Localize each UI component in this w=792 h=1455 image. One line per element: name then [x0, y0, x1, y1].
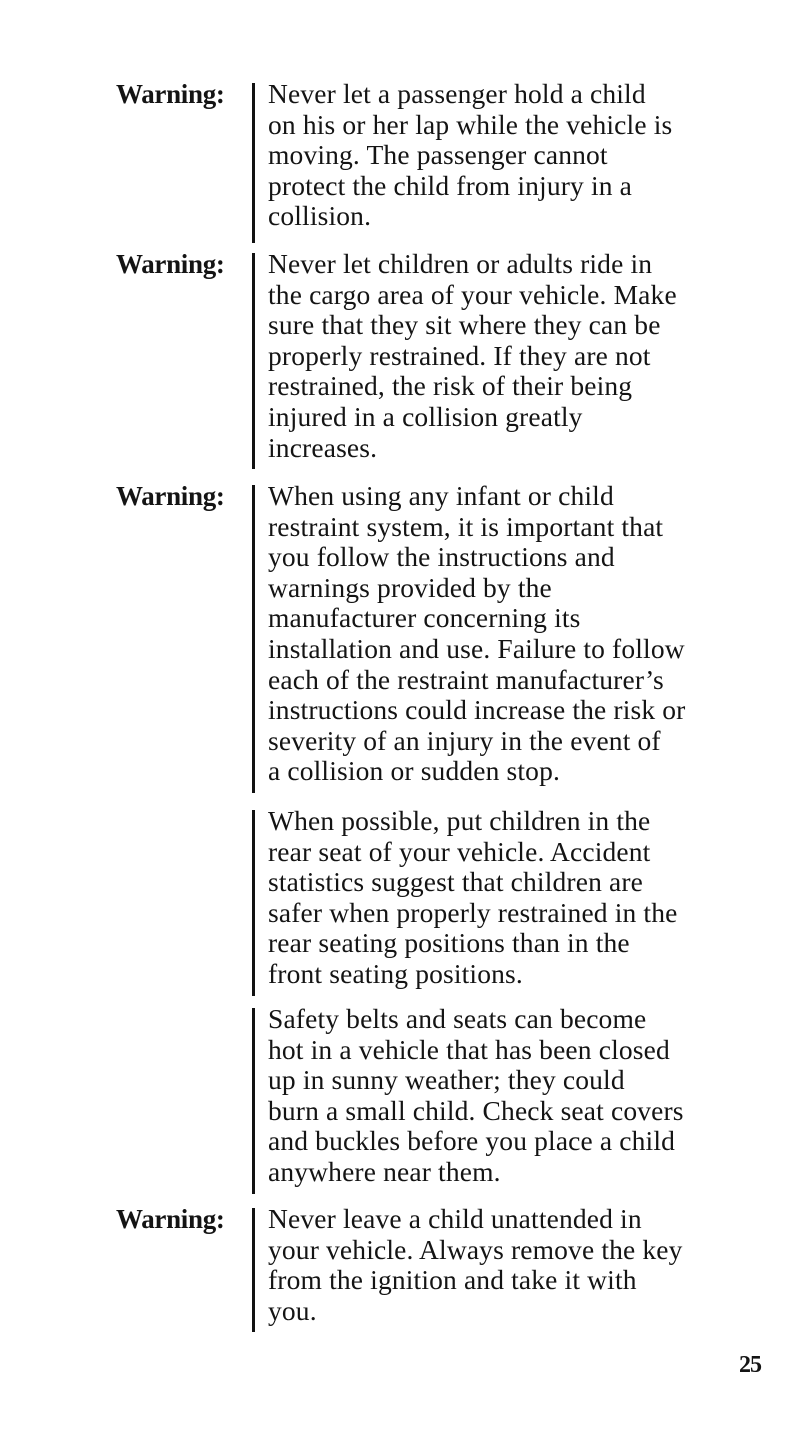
vertical-rule: [252, 83, 255, 243]
warning-label: Warning:: [116, 481, 225, 511]
text-line: you follow the instructions and: [268, 541, 615, 573]
text-line: restrained, the risk of their being: [268, 370, 633, 402]
paragraph: [268, 249, 778, 463]
text-line: a collision or sudden stop.: [268, 755, 561, 787]
warning-label: Warning:: [116, 79, 225, 109]
text-line: Never let children or adults ride in: [268, 248, 653, 279]
text-line: on his or her lap while the vehicle is: [268, 108, 673, 140]
text-line: sure that they sit where they can be: [268, 309, 661, 341]
text-line: the cargo area of your vehicle. Make: [268, 278, 677, 310]
paragraph: [268, 481, 778, 787]
vertical-rule: [252, 810, 255, 996]
text-line: injured in a collision greatly: [268, 400, 583, 432]
vertical-rule: [252, 253, 255, 469]
text-line: rear seating positions than in the: [268, 927, 630, 959]
page-number: 25: [739, 1352, 761, 1378]
text-line: up in sunny weather; they could: [268, 1064, 625, 1096]
paragraph: [268, 1004, 778, 1188]
vertical-rule: [252, 485, 255, 793]
text-line: increases.: [268, 431, 378, 463]
text-line: manufacturer concerning its: [268, 602, 581, 634]
text-line: safer when properly restrained in the: [268, 896, 678, 928]
vertical-rule: [252, 1208, 255, 1332]
paragraph: [268, 806, 778, 990]
text-line: instructions could increase the risk or: [268, 694, 686, 726]
warning-label: Warning:: [116, 1204, 225, 1234]
text-line: severity of an injury in the event of: [268, 724, 661, 756]
vertical-rule: [252, 1008, 255, 1194]
text-line: front seating positions.: [268, 957, 523, 989]
text-line: warnings provided by the: [268, 571, 552, 603]
text-line: and buckles before you place a child: [268, 1125, 676, 1157]
text-line: When using any infant or child: [268, 480, 614, 511]
text-line: protect the child from injury in a: [268, 169, 633, 201]
text-line: statistics suggest that children are: [268, 866, 644, 898]
text-line: restraint system, it is important that: [268, 510, 664, 542]
text-line: Never let a passenger hold a child: [268, 78, 646, 109]
text-line: When possible, put children in the: [268, 805, 651, 836]
text-line: moving. The passenger cannot: [268, 139, 608, 171]
text-line: rear seat of your vehicle. Accident: [268, 835, 651, 867]
warning-label: Warning:: [116, 249, 225, 279]
text-line: burn a small child. Check seat covers: [268, 1094, 684, 1126]
text-line: hot in a vehicle that has been closed: [268, 1033, 670, 1065]
text-line: Safety belts and seats can become: [268, 1003, 647, 1034]
paragraph: [268, 79, 778, 232]
text-line: Never leave a child unattended in: [268, 1203, 642, 1234]
text-line: installation and use. Failure to follow: [268, 632, 685, 664]
text-line: you.: [268, 1294, 317, 1326]
paragraph: [268, 1204, 778, 1326]
text-line: each of the restraint manufacturer’s: [268, 663, 664, 695]
text-line: from the ignition and take it with: [268, 1264, 637, 1296]
text-line: properly restrained. If they are not: [268, 339, 651, 371]
text-line: your vehicle. Always remove the key: [268, 1233, 683, 1265]
text-line: anywhere near them.: [268, 1155, 501, 1187]
text-line: collision.: [268, 200, 372, 232]
